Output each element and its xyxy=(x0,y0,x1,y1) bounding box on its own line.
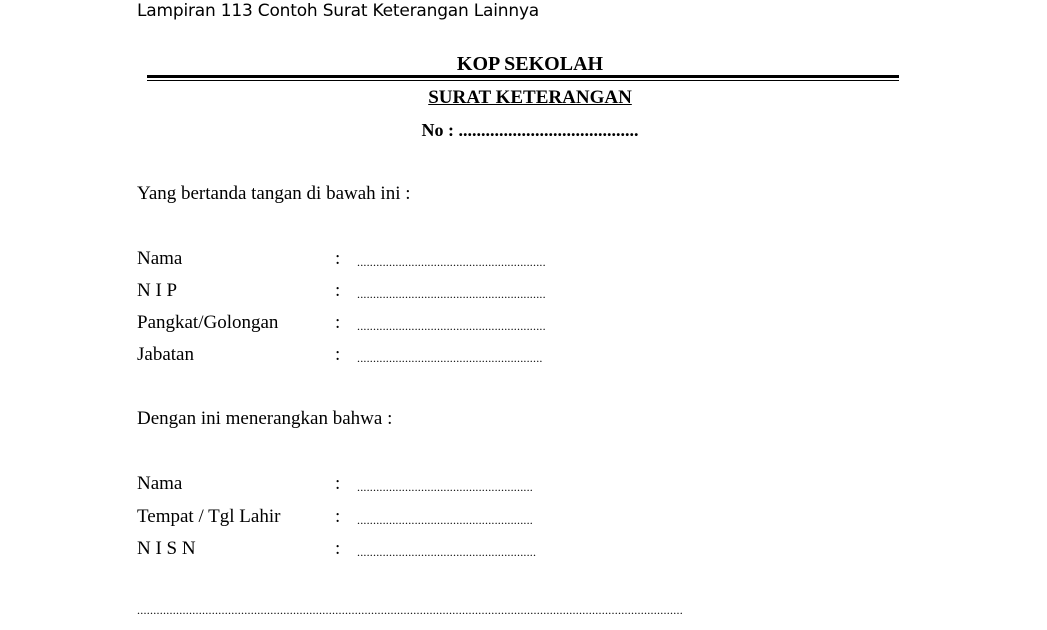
bottom-dotted-line: ........................................................................................................................................................................ xyxy=(137,603,683,617)
field-colon: : xyxy=(335,344,341,365)
signer-field-nip xyxy=(137,278,677,304)
letter-number: No : ........................................ xyxy=(421,120,639,140)
field-label: Tempat / Tgl Lahir xyxy=(137,506,281,527)
field-colon: : xyxy=(335,506,341,527)
letter-title: SURAT KETERANGAN xyxy=(428,87,632,108)
page-caption: Lampiran 113 Contoh Surat Keterangan Lainnya xyxy=(137,1,540,21)
field-label: Jabatan xyxy=(137,344,194,365)
field-blank: ....................................................... xyxy=(357,513,533,527)
field-label: Nama xyxy=(137,248,183,269)
signer-field-nama xyxy=(137,246,677,272)
signer-field-pangkat xyxy=(137,310,677,336)
field-blank: ........................................................... xyxy=(357,287,546,301)
field-colon: : xyxy=(335,248,341,269)
letterhead-rule-thick xyxy=(147,75,899,78)
student-field-ttl xyxy=(137,504,677,530)
student-field-nisn xyxy=(137,536,677,562)
letterhead-title: KOP SEKOLAH xyxy=(456,53,604,75)
field-label: N I P xyxy=(137,280,178,301)
signer-field-jabatan xyxy=(137,342,677,368)
field-blank: ........................................................ xyxy=(357,545,537,559)
student-field-nama xyxy=(137,471,677,497)
field-colon: : xyxy=(335,473,341,494)
intro-text: Yang bertanda tangan di bawah ini : xyxy=(137,183,411,204)
field-blank: ....................................................... xyxy=(357,480,533,494)
letterhead-rule-thin xyxy=(147,80,899,81)
field-colon: : xyxy=(335,280,341,301)
field-colon: : xyxy=(335,312,341,333)
field-blank: ........................................................... xyxy=(357,255,546,269)
field-label: N I S N xyxy=(137,538,196,559)
field-blank: .......................................................... xyxy=(357,351,543,365)
field-label: Pangkat/Golongan xyxy=(137,312,279,333)
field-label: Nama xyxy=(137,473,183,494)
statement-text: Dengan ini menerangkan bahwa : xyxy=(137,408,393,429)
field-blank: ........................................................... xyxy=(357,319,546,333)
field-colon: : xyxy=(335,538,341,559)
